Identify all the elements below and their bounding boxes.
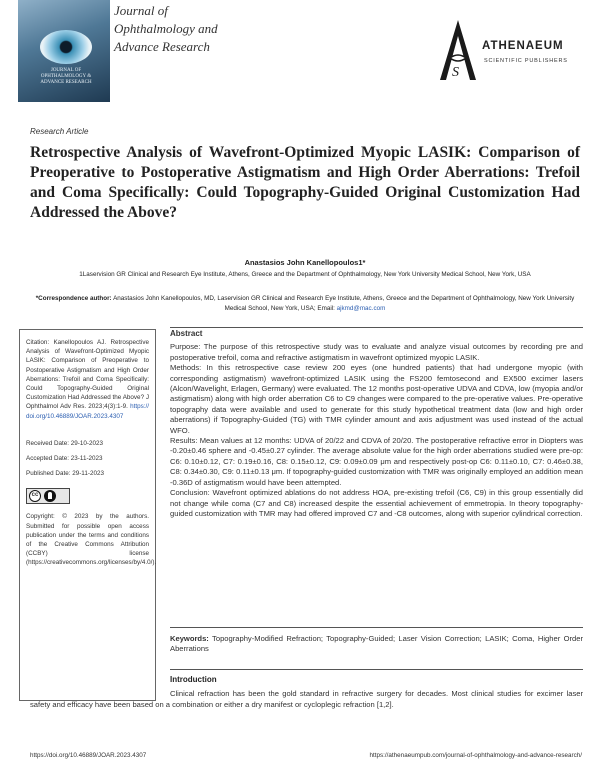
creative-commons-icon: cc bbox=[29, 490, 41, 502]
introduction-heading: Introduction bbox=[170, 675, 217, 684]
citation-sidebar bbox=[19, 329, 156, 701]
publisher-subtitle: SCIENTIFIC PUBLISHERS bbox=[484, 58, 568, 64]
journal-title-line: Journal of bbox=[114, 3, 168, 18]
abstract-heading: Abstract bbox=[170, 329, 203, 338]
dates-block bbox=[26, 439, 149, 479]
abstract-section bbox=[170, 329, 583, 519]
affiliation: 1Laservision GR Clinical and Research Eye Institute, Athens, Greece and the Department of Ophthalmology, New York University Medical School, New York, USA bbox=[79, 271, 531, 278]
keywords-text: Topography-Modified Refraction; Topography-Guided; Laser Vision Correction; LASIK; Coma, Higher Order Aberrations bbox=[170, 634, 583, 654]
keywords bbox=[170, 634, 583, 655]
journal-header bbox=[18, 0, 218, 102]
footer-doi-link[interactable]: https://doi.org/10.46889/JOAR.2023.4307 bbox=[30, 752, 147, 759]
correspondence bbox=[30, 294, 580, 314]
abstract-purpose: Purpose: The purpose of this retrospective study was to evaluate and analyze visual outcomes by recording pre and postoperative trefoil, coma and refractive astigmatism in wavefront optimized myopic LASIK. bbox=[170, 342, 583, 362]
citation-text bbox=[26, 338, 149, 421]
abstract-methods: Methods: In this retrospective case review 200 eyes (one hundred patients) that had undergone myopic (with corresponding astigmatism) wavefront-optimized LASIK using the FS200 femtosecond and EX500 excimer lasers (Alcon/Wavelight, Erlagen, Germany) were evaluated. The 12 months post-operative UDVA and CDVA, low (myopia and/or astigmatism) along with high order aberration C6 to C9 changes were compared to the pre-operative values. Pre-operative topography data were available and used to generate for this study hypothetical treatment data (low and high order aberrations) if Topography-Guided (TG) with TMR cylinder amount and axis adjustment was used instead of the actual WFO. bbox=[170, 363, 583, 435]
keywords-top-rule bbox=[170, 627, 583, 628]
eye-icon bbox=[40, 30, 92, 64]
paper-title: Retrospective Analysis of Wavefront-Optimized Myopic LASIK: Comparison of Preoperative to Postoperative Astigmatism and High Order Aberrations: Trefoil and Coma Specifically: Could Topography-Guided Original Customization Had Addressed the Above? bbox=[30, 144, 580, 221]
publisher-logo bbox=[438, 18, 588, 84]
author-list: Anastasios John Kanellopoulos1* bbox=[244, 258, 366, 267]
doi-link[interactable]: https://doi.org/10.46889/JOAR.2023.4307 bbox=[26, 403, 149, 420]
citation-body: Citation: Kanellopoulos AJ. Retrospective Analysis of Wavefront-Optimized Myopic LASIK: Comparison of Preoperative to Postoperative Astigmatism and High Order Aberrations: Trefoil and Coma Specifically: Could Topography-Guided Original Customization Had Addressed the Above? J Ophthalmol Adv Res. 2023;4(3):1-9. bbox=[26, 339, 149, 411]
received-date: Received Date: 29-10-2023 bbox=[26, 439, 104, 447]
journal-title-line: Advance Research bbox=[114, 39, 210, 54]
correspondence-text: Anastasios John Kanellopoulos, MD, Laservision GR Clinical and Research Eye Institute, Athens, Greece and the Department of Ophthalmology, New York University Medical School, New York, USA; Email: bbox=[113, 295, 575, 312]
introduction-text: Clinical refraction has been the gold standard in refractive surgery for decades. Most clinical studies for excimer laser safety and efficacy have been based on a combination or either a dry manifest or cycloplegic refraction [1,2]. bbox=[30, 689, 583, 709]
abstract-conclusion: Conclusion: Wavefront optimized ablations do not address HOA, pre-existing trefoil (C6, C9) in this group essentially did not change while coma (C7 and C8) increased despite the essential achievement of emmetropia. In theory topography-guided customization with TMR may had offered improved C7 and -C8 outcomes, along with superior cylindrical correction. bbox=[170, 488, 583, 518]
copyright-notice: Copyright: © 2023 by the authors. Submitted for possible open access publication under the terms and conditions of the Creative Commons Attribution (CCBY) license (https://creativecommons.org/licenses/by/4.0/). bbox=[26, 513, 157, 567]
publisher-name: ATHENAEUM bbox=[482, 40, 564, 52]
keywords-label: Keywords: bbox=[170, 634, 209, 643]
abstract-results: Results: Mean values at 12 months: UDVA of 20/22 and CDVA of 20/20. The postoperative refractive error in Diopters was -0.20±0.46 sphere and -0.45±0.27 cylinder. The average absolute value for the high order aberrations studied were pre-op: C6: 0.10±0.12, C7: 0.19±0.16, C8: 0.15±0.12, C9: 0.09±0.09 μm and respectively post-op C6: 0.11±0.10, C7: 0.46±0.38, C8: 0.34±0.30, C9: 0.11±0.13 μm. If topography-guided customization with TMR was originally employed an addition mean -0.36D of astigmatism would have been attempted. bbox=[170, 436, 583, 487]
correspondence-label: *Correspondence author: bbox=[35, 295, 112, 302]
athenaeum-logo-icon bbox=[438, 18, 478, 84]
footer-journal-link[interactable]: https://athenaeumpub.com/journal-of-ophthalmology-and-advance-research/ bbox=[369, 752, 582, 759]
published-date: Published Date: 29-11-2023 bbox=[26, 470, 104, 478]
article-type: Research Article bbox=[30, 127, 89, 136]
cover-caption: JOURNAL OF OPHTHALMOLOGY & ADVANCE RESEARCH bbox=[40, 68, 92, 85]
journal-cover-image bbox=[18, 0, 110, 102]
cc-by-license-badge[interactable] bbox=[26, 488, 70, 504]
journal-title-line: Ophthalmology and bbox=[114, 21, 218, 36]
accepted-date: Accepted Date: 23-11-2023 bbox=[26, 455, 103, 463]
keywords-bottom-rule bbox=[170, 669, 583, 670]
abstract-top-rule bbox=[170, 327, 583, 328]
journal-title bbox=[114, 2, 234, 56]
svg-text:S: S bbox=[452, 65, 459, 80]
attribution-person-icon bbox=[44, 490, 56, 502]
email-link[interactable]: ajkmd@mac.com bbox=[336, 305, 386, 312]
